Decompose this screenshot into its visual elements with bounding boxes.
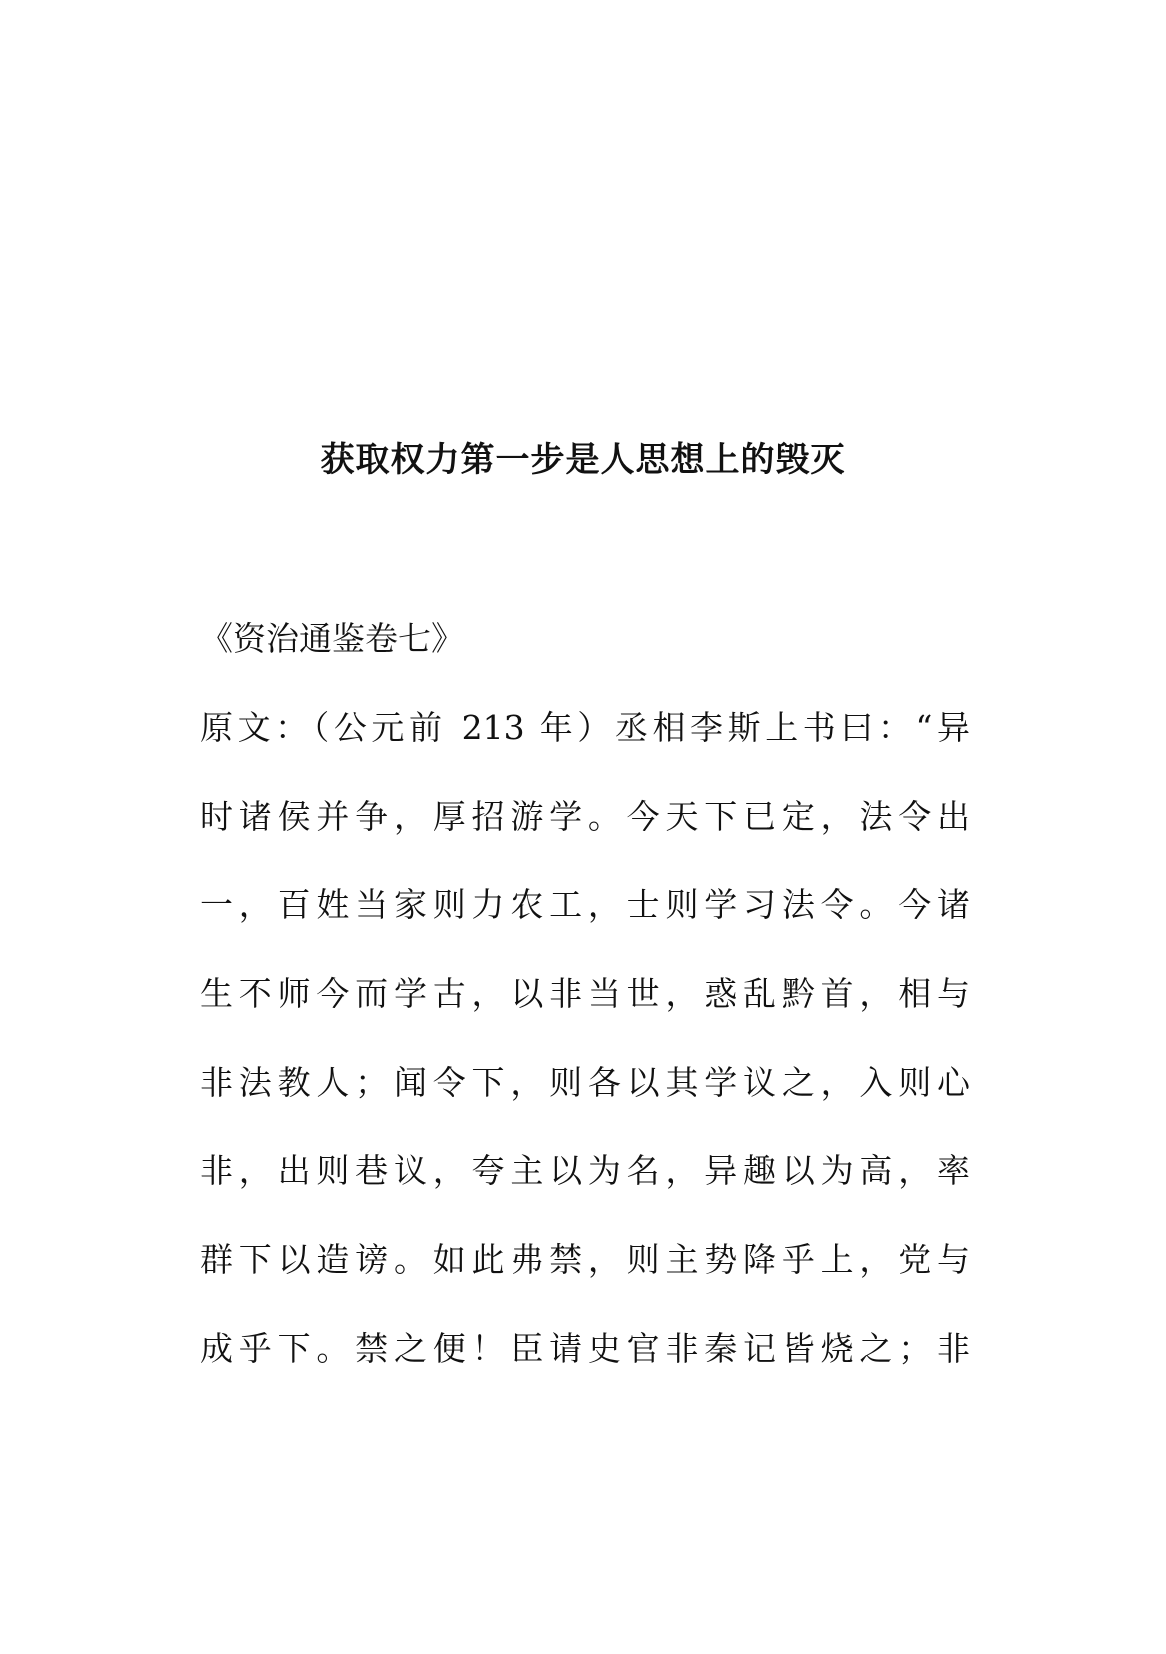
body-text [200,706,970,1416]
document-title: 获取权力第一步是人思想上的毁灭 [320,440,846,480]
body-line: 成乎下。禁之便！臣请史官非秦记皆烧之；非 [200,1328,970,1368]
body-line: 一，百姓当家则力农工，士则学习法令。今诸 [200,885,970,925]
source-book-title: 《资治通鉴卷七》 [200,619,464,658]
body-line: 时诸侯并争，厚招游学。今天下已定，法令出 [200,796,970,836]
body-line: 非法教人；闻令下，则各以其学议之，入则心 [200,1062,970,1102]
body-line: 非，出则巷议，夸主以为名，异趣以为高，率 [200,1151,970,1191]
body-line: 原文：（公元前 213 年）丞相李斯上书曰：“异 [200,708,970,747]
body-line: 生不师今而学古，以非当世，惑乱黔首，相与 [200,974,970,1014]
body-line: 群下以造谤。如此弗禁，则主势降乎上，党与 [200,1240,970,1280]
